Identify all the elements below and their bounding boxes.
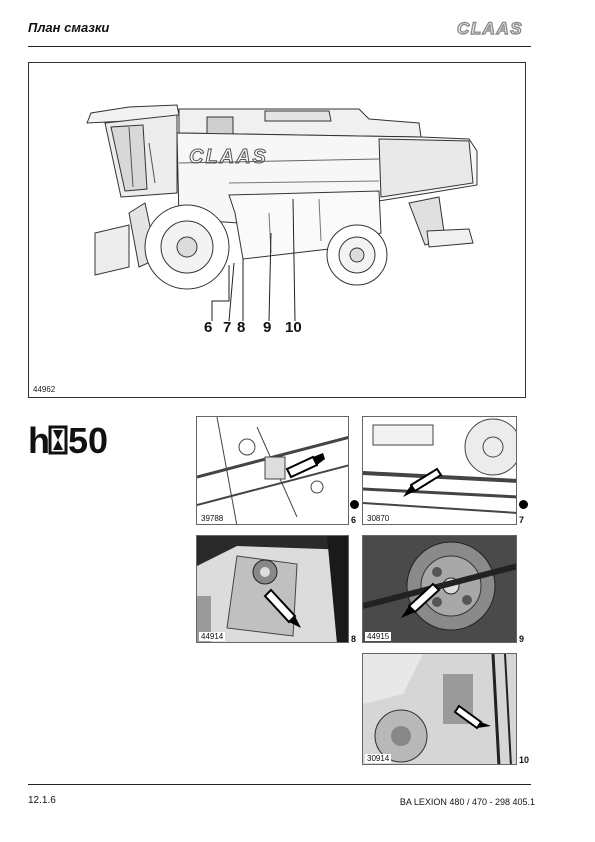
photo-id: 44914: [201, 632, 224, 641]
callout-8: 8: [237, 319, 246, 336]
claas-logo: [455, 19, 533, 42]
photo-lube-point-10: [362, 653, 517, 765]
daily-marker-dot: [350, 500, 359, 509]
photo-id: 30870: [367, 514, 390, 523]
document-reference: BA LEXION 480 / 470 - 298 405.1: [399, 797, 535, 807]
photo-id: 39788: [201, 514, 224, 523]
photo-id: 44915: [367, 632, 390, 641]
photo-id: 30914: [367, 754, 390, 763]
photo-number-9: 9: [519, 634, 525, 644]
daily-marker-dot: [519, 500, 528, 509]
interval-hours: 50: [68, 420, 109, 460]
photo-number-8: 8: [351, 634, 357, 644]
footer-rule: [28, 784, 531, 785]
callout-7: 7: [223, 319, 232, 336]
photo-lube-point-7: [362, 416, 517, 525]
photo-number-10: 10: [519, 755, 530, 765]
photo-lube-point-8: [196, 535, 349, 643]
photo-lube-point-6: [196, 416, 349, 525]
callout-6: 6: [204, 319, 213, 336]
interval-letter: h: [28, 420, 50, 460]
photo-number-7: 7: [519, 515, 525, 525]
callout-10: 10: [285, 319, 302, 336]
photo-number-6: 6: [351, 515, 357, 525]
photo-lube-point-9: [362, 535, 517, 643]
figure-id: 44962: [33, 385, 56, 394]
svg-text:CLAAS: CLAAS: [457, 19, 524, 37]
combine-drawing: [29, 63, 525, 397]
header-rule: [28, 46, 531, 47]
hourglass-icon: [50, 427, 66, 453]
combine-side-view-figure: [28, 62, 526, 398]
page-title: План смазки: [28, 20, 110, 35]
machine-logo-text: CLAAS: [189, 146, 268, 168]
callout-9: 9: [263, 319, 272, 336]
interval-symbol: [28, 420, 124, 465]
page-number: 12.1.6: [28, 795, 56, 806]
